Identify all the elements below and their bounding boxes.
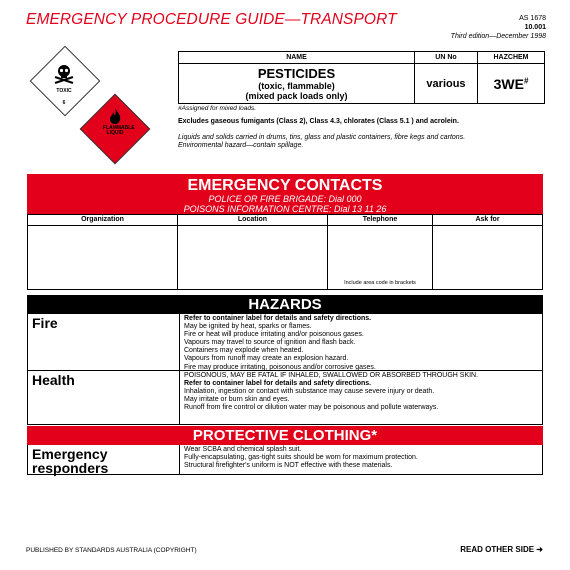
product-sub2: (mixed pack loads only) [245,90,348,101]
exclusion-note: Excludes gaseous fumigants (Class 2), Class 4.3, chlorates (Class 5.1 ) and acrolein. [178,118,459,125]
health-row [27,371,543,425]
protective-clothing-heading: PROTECTIVE CLOTHING* [27,426,543,445]
responders-label-line-1: Emergency [32,446,108,462]
document-title: EMERGENCY PROCEDURE GUIDE—TRANSPORT [26,11,397,28]
col-name-header: NAME [179,52,415,64]
publisher-footer: PUBLISHED BY STANDARDS AUSTRALIA (COPYRIGHT) [26,547,197,554]
hazchem-code-cell [478,64,545,104]
standard-number: AS 1678 [519,15,546,22]
health-line: Refer to container label for details and safety directions. [184,380,372,388]
health-label: Health [28,371,180,424]
standard-info [451,14,546,41]
fire-line: Fire may produce irritating, poisonous and/or corrosive gases. [184,363,376,371]
fire-line: May be ignited by heat, sparks or flames. [184,323,312,331]
fire-row [27,314,543,371]
protective-line: Structural firefighter's uniform is NOT effective with these materials. [184,462,393,470]
hazchem-sup: # [523,75,529,85]
contacts-table [27,214,543,290]
flame-icon [108,107,122,125]
organization-header: Organization [28,215,177,226]
read-other-side-link[interactable]: READ OTHER SIDE ➜ [460,545,543,554]
contacts-heading: EMERGENCY CONTACTS [187,177,383,194]
telephone-header: Telephone [328,215,432,226]
assigned-note: #Assigned for mixed loads. [178,105,257,112]
col-un-header: UN No [415,52,478,64]
skull-icon [52,64,76,84]
fire-line: Vapours from runoff may create an explosion hazard. [184,355,349,363]
fire-details [180,314,542,370]
location-column [178,215,328,289]
protective-row [27,445,543,475]
fire-line: Vapours may travel to source of ignition and flash back. [184,339,356,347]
product-table [178,51,545,104]
description-line-2: Environmental hazard—contain spillage. [178,142,304,149]
fire-label: Fire [28,314,180,370]
health-line: POISONOUS, MAY BE FATAL IF INHALED, SWALLOWED OR ABSORBED THROUGH SKIN. [184,372,479,379]
telephone-column [328,215,433,289]
flammable-label: FLAMMABLE LIQUID [103,125,135,136]
health-line: Runoff from fire control or dilution water may be poisonous and pollute waterways. [184,404,439,412]
protective-line: Wear SCBA and chemical splash suit. [184,446,302,453]
product-name: PESTICIDES [257,65,336,81]
ask-for-column [433,215,542,289]
toxic-label: TOXIC [56,88,72,94]
guide-code: 10.001 [524,24,546,31]
product-sub1: (toxic, flammable) [258,80,335,91]
health-details [180,371,542,424]
col-hazchem-header: HAZCHEM [478,52,545,64]
fire-line: Refer to container label for details and safety directions. [184,315,372,322]
location-header: Location [178,215,327,226]
hazchem-code: 3WE [493,75,524,92]
product-name-cell [179,64,415,104]
edition: Third edition—December 1998 [450,33,546,40]
health-line: May irritate or burn skin and eyes. [184,396,290,404]
contacts-poisons-line: POISONS INFORMATION CENTRE: Dial 13 11 26 [183,203,387,214]
ask-for-header: Ask for [433,215,542,226]
hazards-heading: HAZARDS [27,295,543,314]
fire-line: Containers may explode when heated. [184,347,304,355]
contacts-police-line: POLICE OR FIRE BRIGADE: Dial 000 [208,194,362,204]
emergency-contacts-header [27,174,543,214]
telephone-note: Include area code in brackets [344,280,416,286]
organization-column [28,215,178,289]
hazard-labels [26,44,172,134]
fire-line: Fire or heat will produce irritating and/or poisonous gases. [184,331,364,339]
description-line-1: Liquids and solids carried in drums, tins, glass and plastic containers, fibre kegs and cartons. [178,134,466,141]
toxic-class: 6 [62,100,66,106]
health-line: Inhalation, ingestion or contact with substance may cause severe injury or death. [184,388,435,396]
protective-line: Fully-encapsulating, gas-tight suits should be worn for maximum protection. [184,454,418,462]
protective-details [180,445,542,474]
responders-label [28,445,180,474]
responders-label-line-2: responders [32,460,109,476]
description [178,134,538,150]
un-number: various [415,64,478,104]
